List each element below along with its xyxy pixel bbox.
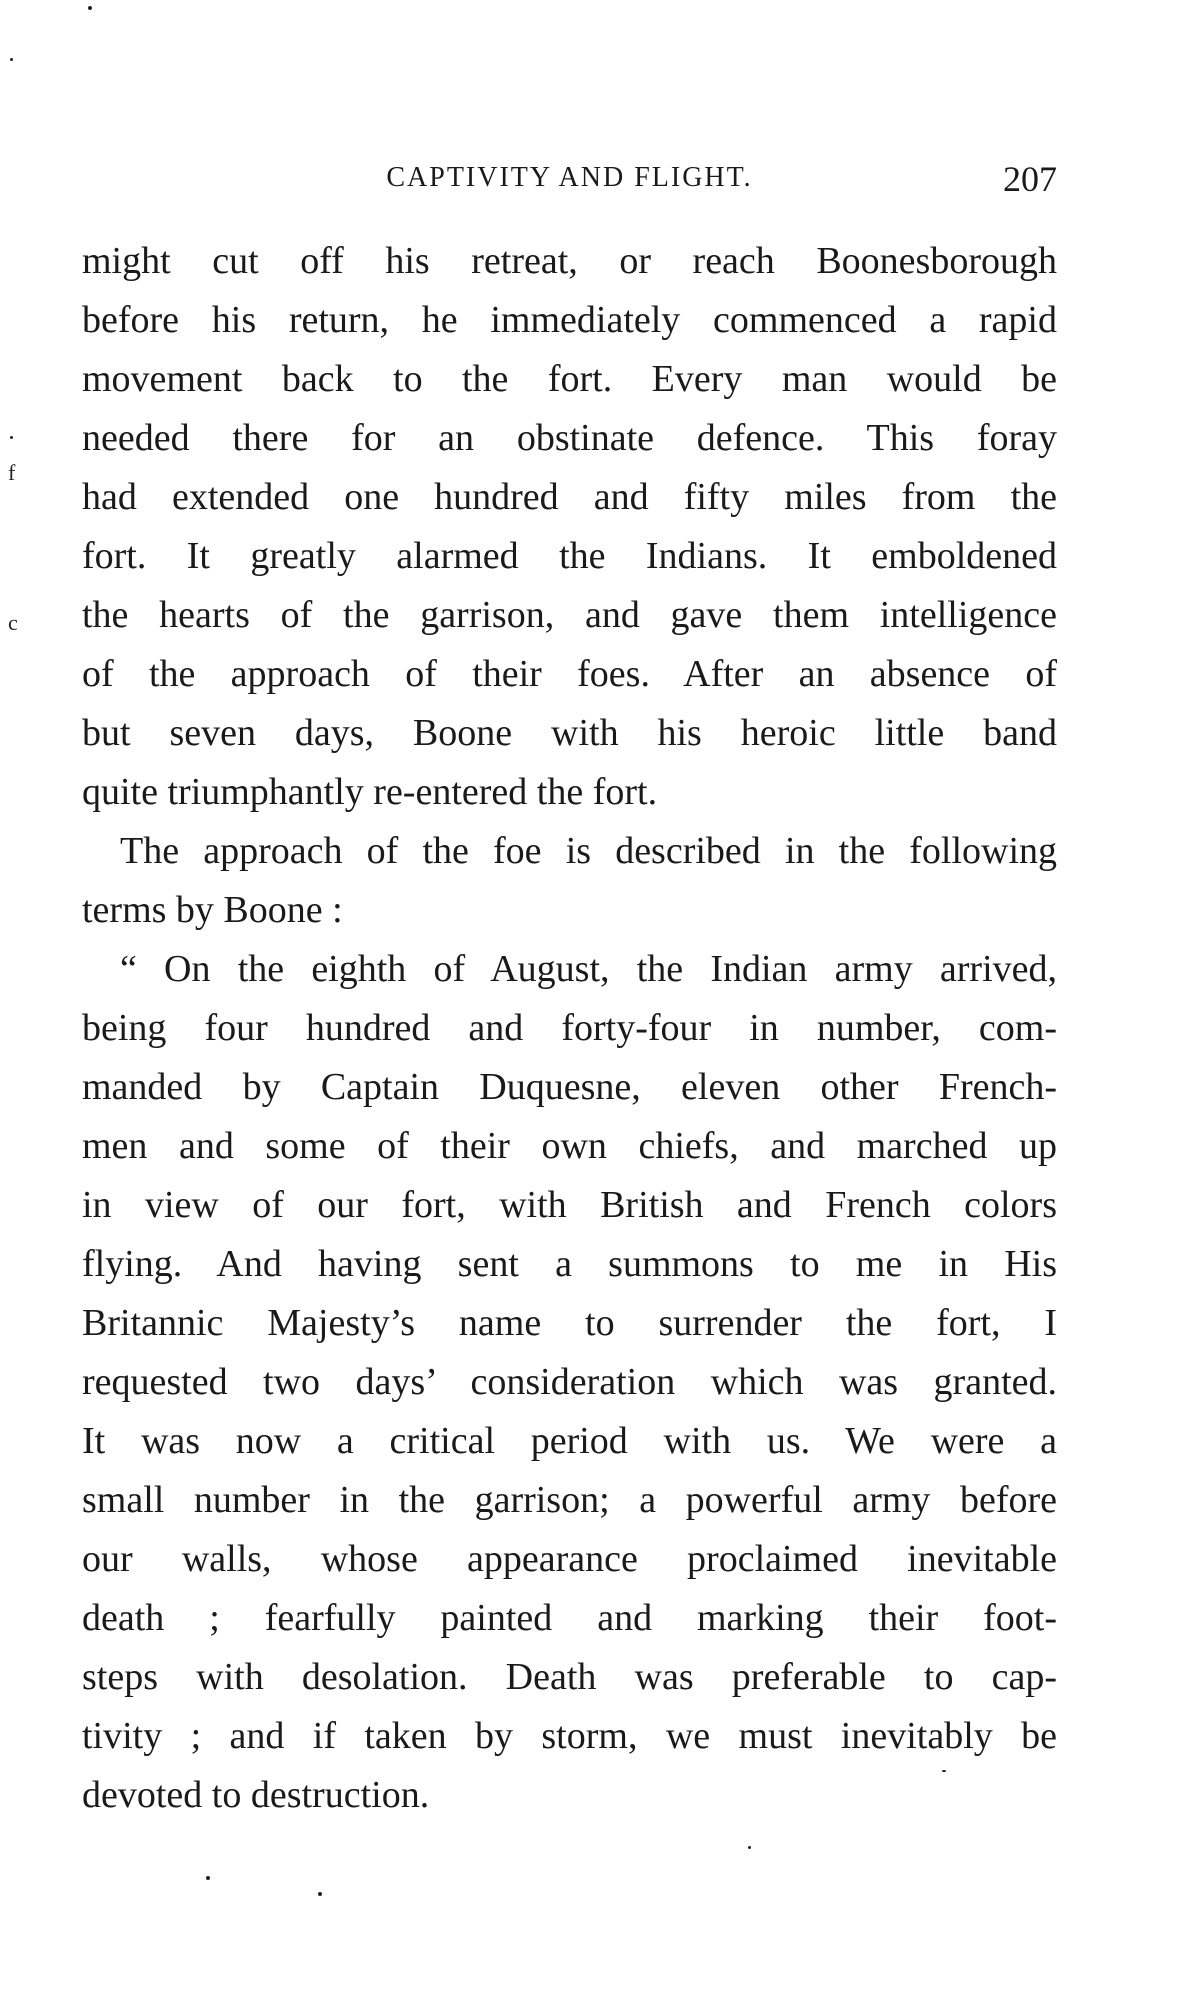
scan-speck (206, 1876, 210, 1880)
scan-speck (88, 6, 92, 10)
text-line: our walls, whose appearance proclaimed inevitable (82, 1538, 1057, 1580)
running-title: CAPTIVITY AND FLIGHT. (386, 162, 753, 193)
text-line: terms by Boone : (82, 889, 343, 931)
text-line: flying. And having sent a summons to me in His (82, 1243, 1057, 1285)
text-line: needed there for an obstinate defence. This foray (82, 417, 1057, 459)
text-line: had extended one hundred and fifty miles from the (82, 476, 1057, 518)
text-line: Britannic Majesty’s name to surrender the fort, I (82, 1302, 1057, 1344)
text-line: steps with desolation. Death was preferable to cap- (82, 1656, 1057, 1698)
margin-mark: f (8, 460, 16, 485)
text-line: being four hundred and forty-four in number, com- (82, 1007, 1057, 1049)
body-text (82, 232, 1057, 1825)
page-number: 207 (1003, 159, 1057, 199)
text-line: fort. It greatly alarmed the Indians. It emboldened (82, 535, 1057, 577)
text-line: death ; fearfully painted and marking their foot- (82, 1597, 1057, 1639)
text-line: movement back to the fort. Every man would be (82, 358, 1057, 400)
text-line: of the approach of their foes. After an absence of (82, 653, 1057, 695)
text-line: tivity ; and if taken by storm, we must inevitably be (82, 1715, 1057, 1757)
scan-speck (748, 1846, 751, 1849)
scan-speck (318, 1892, 322, 1896)
text-line: manded by Captain Duquesne, eleven other French- (82, 1066, 1057, 1108)
text-line: might cut off his retreat, or reach Boonesborough (82, 240, 1057, 282)
text-line: small number in the garrison; a powerful army before (82, 1479, 1057, 1521)
text-line: before his return, he immediately commenced a rapid (82, 299, 1057, 341)
text-line: requested two days’ consideration which was granted. (82, 1361, 1057, 1403)
quotation-start: “ On the eighth of August, the Indian army arrived, (120, 948, 1057, 990)
text-line: It was now a critical period with us. We were a (82, 1420, 1057, 1462)
paragraph-start: The approach of the foe is described in the following (120, 830, 1057, 872)
text-line: in view of our fort, with British and French colors (82, 1184, 1057, 1226)
text-line: quite triumphantly re-entered the fort. (82, 771, 658, 813)
scan-speck (10, 436, 13, 439)
text-line: but seven days, Boone with his heroic little band (82, 712, 1057, 754)
scan-speck (10, 58, 13, 61)
margin-mark: c (8, 610, 18, 635)
scan-speck (942, 1770, 946, 1772)
text-line: men and some of their own chiefs, and marched up (82, 1125, 1057, 1167)
text-line: devoted to destruction. (82, 1774, 430, 1816)
text-line: the hearts of the garrison, and gave them intelligence (82, 594, 1057, 636)
running-head (82, 159, 1057, 202)
